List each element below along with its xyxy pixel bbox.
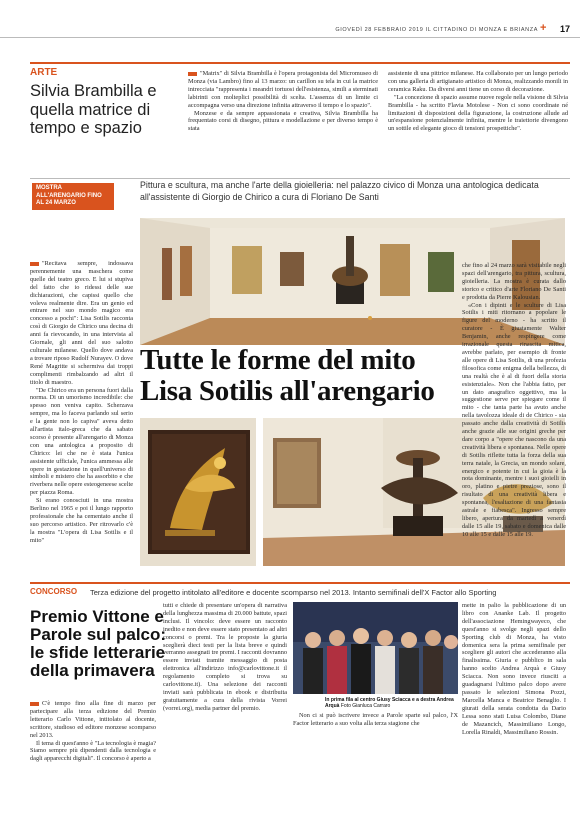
photo-caption <box>325 697 460 709</box>
article-title: Silvia Brambilla e quella matrice di tempo e spazio <box>30 82 157 137</box>
article-column <box>30 700 156 818</box>
article-text: che fino al 24 marzo sarà visitabile negli spazi dell'arengario, tra pittura, scultura, gioielleria. La mostra è curata dallo storico e critico d'arte Floriano De Santi e prodotta da Pierre Kalousian. <box>462 262 566 301</box>
article-title: Premio Vittone e Parole sul palco: le sfide letterarie della primavera <box>30 607 167 680</box>
exhibition-tag: MOSTRA ALL'ARENGARIO FINO AL 24 MARZO <box>32 183 114 210</box>
article-text: assistente di una pittrice milanese. Ha collaborato per un lungo periodo con una galleria di artigianato artistico di Monza, realizzando monili in ceramica Raku. Da diversi anni tiene un corso di decorazione. <box>388 70 568 93</box>
article-deck: Terza edizione del progetto intitolato all'editore e docente scomparso nel 2013. Intanto semifinali dell'X Factor allo Sporting <box>90 588 497 597</box>
caption-text: In prima fila al centro Giusy Sciacca e a destra Andrea Arquà <box>325 697 454 709</box>
article-text: C'è tempo fino alla fine di marzo per partecipare alla terza edizione del Premio letterario Carlo Vittone, intitolato al docente, scrittore, studioso ed editore monzese scomparso nel 2013. <box>30 700 156 739</box>
article-text: Monzese e da sempre appassionata e creativa, Silvia Brambilla ha frequentato corsi di disegno, pittura e modellazione e per diverso tempo è stata <box>188 109 378 133</box>
headline-line: Tutte le forme del mito <box>140 344 416 376</box>
article-text: Non ci si può iscrivere invece a Parole sparte sul palco, l'X Factor letterario a suo volta alla terza stagione che <box>293 712 458 727</box>
article-text: "La concezione di spazio assume nuove regole nella visione di Silvia Brambilla - ha scritto Flavia Motolese - Non ci sono coordinate né limitazioni di disposizioni della figurazione, la costruzione allude ad un'espansione potenzialmente infinita, mentre le traiettorie divengono un sottile ed elegante gioco di tensioni prospettiche". <box>388 93 568 133</box>
group-photo-art <box>293 602 458 694</box>
article-text: "Matrix" di Silvia Brambilla è l'opera protagonista del Micromuseo di Monza (via Lambro) fino al 13 marzo: un carillon su tela in cui la matrice intrecciata "rappresenta i meandri tortuosi dell'esistenza, simili a sterminati labirinti con molteplici possibilità di scelta. L'assenza di un limite ci accompagna verso una direzione infinita attraverso il tempo e lo spazio". <box>188 70 378 109</box>
bullet-icon <box>188 72 197 76</box>
page-number: 17 <box>559 24 570 34</box>
article-text: Si erano conosciuti in una mostra Berlino nel 1965 e poi il lungo rapporto professionale che ha cementato anche il suo percorso artistico. Per ritrovarlo c'è la mostra "L'opera di Lisa Sotilis e il mito" <box>30 497 133 544</box>
headline <box>140 345 460 407</box>
artwork-photo <box>140 418 256 566</box>
article-column <box>462 602 566 818</box>
bullet-icon <box>30 702 39 706</box>
plus-icon: + <box>540 22 547 34</box>
section-kicker: ARTE <box>30 67 58 78</box>
header-date-line: GIOVEDÌ 28 FEBBRAIO 2019 IL CITTADINO DI MONZA E BRIANZA <box>335 27 538 33</box>
section-rule <box>30 62 570 64</box>
article-text: tutti e chiede di presentare un'opera di narrativa della lunghezza massima di 20.000 battute, spazi inclusi. Il vincolo: deve essere un racconto inedito e non deve essere stato presentato ad altri concorsi o premi. Tra le proposte la giuria sceglierà dieci testi per la lista breve e quindi verranno assegnati tre premi. I racconti dovranno essere inviati tramite messaggio di posta elettronica all'indirizzo info@carlovittone.it il regolamento completo si trova su carlovittone.it). Una selezione dei racconti inviati sarà pubblicata in ebook e distribuita gratuitamente a cura della rivista Vorrei (vorrei.org), media partner del premio. <box>163 602 287 712</box>
group-photo <box>293 602 458 694</box>
caption-credit: Foto Gianluca Carraro <box>340 703 391 709</box>
headline-line: Lisa Sotilis all'arengario <box>140 375 435 407</box>
article-column-right <box>462 262 566 567</box>
article-text: "Recitava sempre, indossava perennemente una maschera come quelle del teatro greco. E lui si stupiva del fatto che io ridessi delle sue dichiarazioni, che capissi quello che voleva realmente dire. Era un genio ed entrare nel suo mondo magico era concesso a pochi": Lisa Sotilis racconta così di Giorgio de Chirico una decina di anni fa rievocando, in una intervista al Giornale, gli anni del suo salotto culturale milanese. Quello dove andava a trovare riposo Rudolf Nurayev. O dove René Magritte si schermiva dai troppi complimenti rimbalzando ad altri il titolo di maestro. <box>30 260 133 386</box>
article-column <box>388 70 568 173</box>
article-column <box>188 70 378 173</box>
section-divider <box>30 178 570 179</box>
article-column <box>163 602 287 818</box>
article-deck: Pittura e scultura, ma anche l'arte della gioielleria: nel palazzo civico di Monza una antologica dedicata all'assistente di Giorgio de Chirico a cura di Floriano De Santi <box>140 180 539 202</box>
golden-sculpture-art <box>140 418 256 566</box>
article-column <box>293 712 458 742</box>
bullet-icon <box>30 262 39 266</box>
article-text: mette in palio la pubblicazione di un libro con Ananke Lab. Il progetto dell'associazione Hemingwayeco, che quest'anno si svolge negli spazi dello Sporting club di Monza, ha visto domenica sera la prima semifinale per scegliere gli autori che accederanno alla finalissima. Giuria e pubblico in sala hanno scelto Andrea Arquà e Giusy Sciacca. Non sono invece riusciti a guadagnarsi l'ultimo palco dopo avere passato le selezioni Simona Pozzi, Marcella Manca e Beatrice Benaglio. I giurati della serata condotta da Dario Lessa sono stati Luisa Colombo, Diane de Mazancich, Massimiliano Longo, Lorella Rinaldi, Massimiliano Rossin. <box>462 602 566 736</box>
article-text: «Con i dipinti e le sculture di Lisa Sotilis i miti ritornano a popolare le figure del moderno - ha scritto il curatore - È giustamente Walter Benjamin, anche respingere come irrazionale questa rinascita mitica, avrebbe parlato, per esempio di fronte alle opere di Lisa Sotilis, di una profezia filosofica come enigma della bellezza, di una realtà che è al di fuori della storia esistenziale». Non che l'abbia fatto, per un dato anagrafico oggettivo, ma la suggestione serve per spiegare come il mito - che tanta parte ha avuto anche nella tavolozza ideale di de Chirico - sia passato anche dalla creatività di Sotilis anche grazie alle sue origini greche per dare corpo a "opere che nascono da una creatività libera e spontanea. Nelle opere di Sotilis riflette tutta la forza della sua terra natale, la Grecia, un mondo solare, energico e potente in cui la gioia è la nota dominante, mentre i suoi gioielli in oro, platino e pietre preziose, sono il risultato di una creatività libera e spontanea, l'esaltazione di una fantasia astrale e fiabesca". Ingresso sempre libero, apertura da martedì a venerdì dalle 15 alle 19, sabato e domenica dalle 10 alle 15 e dalle 15 alle 19. <box>462 301 566 538</box>
article-column-left <box>30 260 133 567</box>
section-rule <box>30 582 570 584</box>
section-kicker: CONCORSO <box>30 587 78 596</box>
article-text: "De Chirico era un persona fuori dalla norma. Di un umorismo incredibile: che spesso non veniva capito. Scherzava sempre, ma lo faceva parlando sul serio e la gente non lo capiva" aveva detto all'artista italo-greca che da sabato scorso è presente all'arengario di Monza con una antologica a proposito di Chirico: lei che ne è stata l'unica assistente ufficiale, l'unica ammessa alle opere in gestazione in quell'universo di simboli e mistero che ha assorbito e che riverbera nelle opere esteogeneese scelte per piazza Roma. <box>30 386 133 497</box>
article-text: Il tema di quest'anno è "La tecnologia è magia? Siamo sempre più dipendenti dalla tecnologia e dagli apparecchi digitali". Il concorso è aperto a <box>30 739 156 763</box>
